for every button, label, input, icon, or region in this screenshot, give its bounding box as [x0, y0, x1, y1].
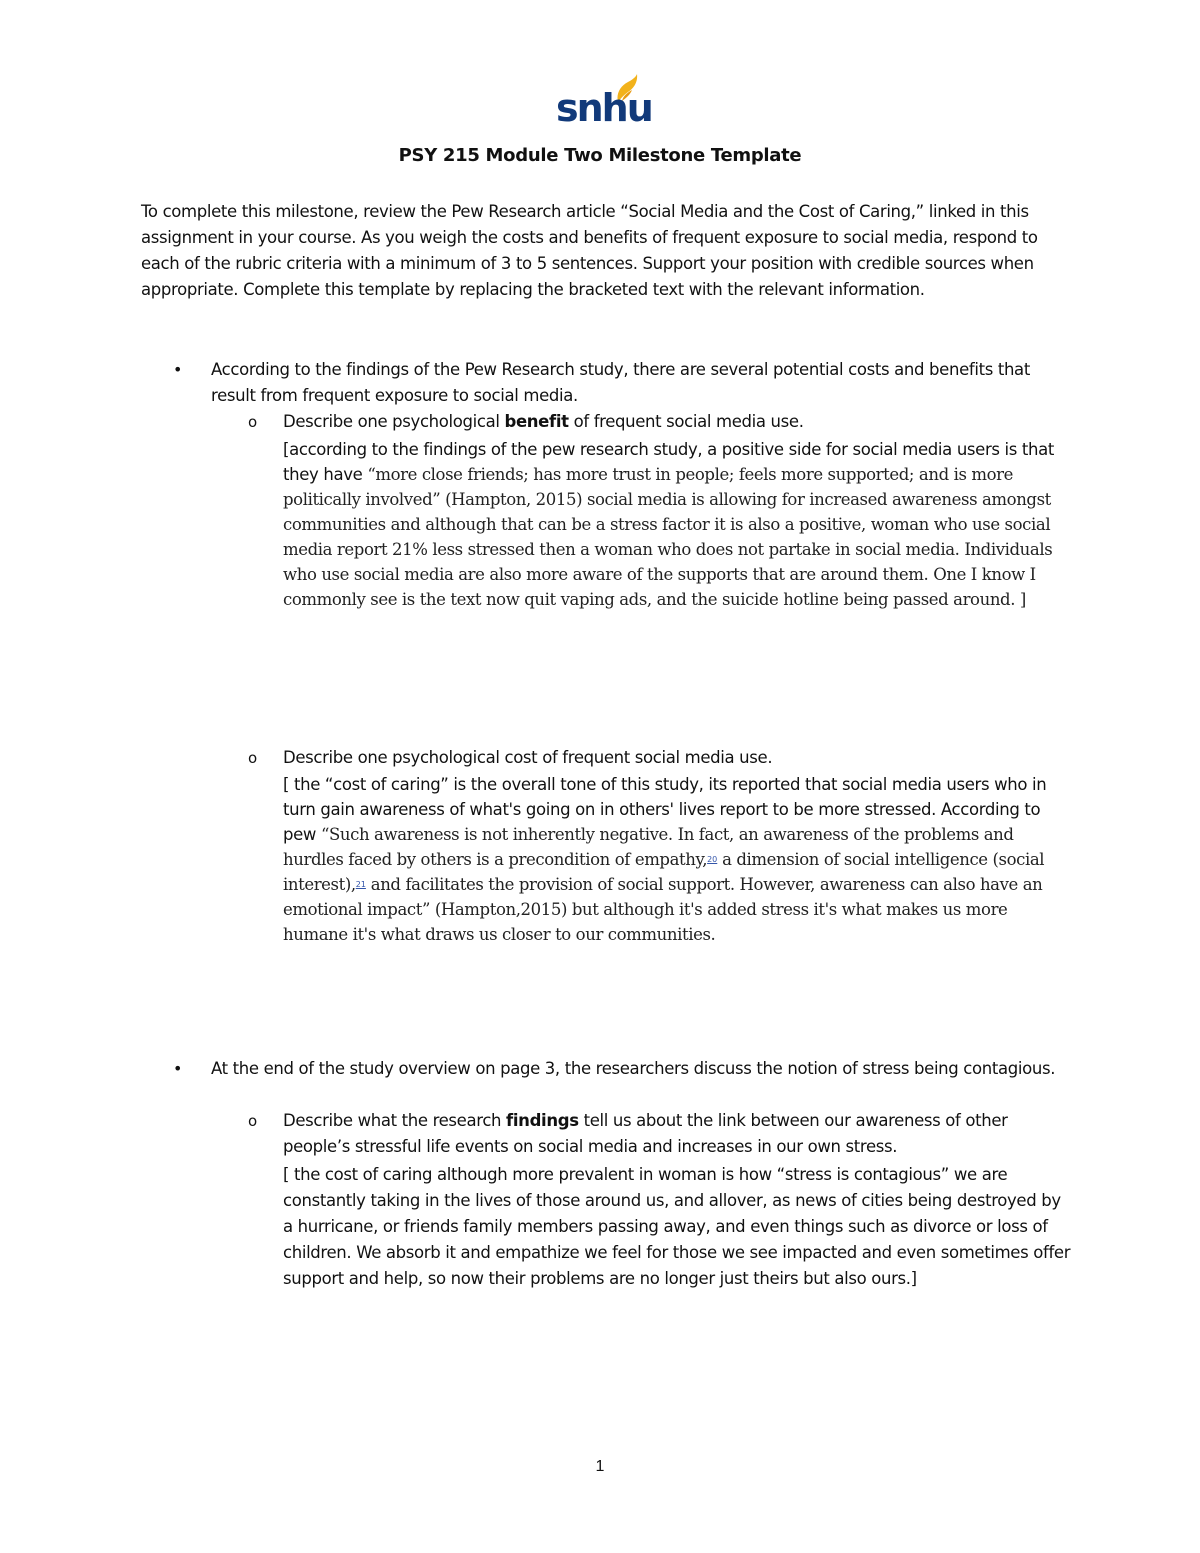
answer-quote: a dimension of social intelligence (social interest),: [283, 850, 1045, 894]
answer-text: [according to the findings of the pew research study, a positive side for social media users is that they have: [283, 440, 1055, 484]
question-text: Describe one psychological: [283, 412, 505, 431]
bullet-marker: •: [173, 360, 183, 379]
bullet-marker: •: [173, 1059, 183, 1078]
sub-bullet-marker: o: [248, 749, 258, 767]
bullet-1-text: According to the findings of the Pew Research study, there are several potential costs and benefits that result from frequent exposure to social media.: [211, 360, 1030, 405]
question-text: Describe what the research: [283, 1111, 507, 1130]
question-text: of frequent social media use.: [568, 412, 804, 431]
logo-text: snhu: [556, 86, 652, 130]
answer-benefit: [283, 437, 1073, 612]
question-benefit: [283, 409, 1063, 435]
answer-cost: [283, 772, 1073, 947]
answer-quote: and facilitates the provision of social support. However, awareness can also have an emotional impact” (Hampton,2015) but although it's added stress it's what makes us more humane it's what draws us closer to our communities.: [283, 875, 1043, 944]
question-text: tell us about the link between our awareness of other people’s stressful life events on social media and increases in our own stress.: [283, 1111, 1008, 1156]
answer-text: [ the “cost of caring” is the overall tone of this study, its reported that social media users who in turn gain awareness of what's going on in others' lives report to be more stressed. According to pew: [283, 775, 1047, 844]
question-contagious: [283, 1108, 1073, 1160]
page-title: PSY 215 Module Two Milestone Template: [398, 145, 802, 166]
question-cost: Describe one psychological cost of frequent social media use.: [283, 748, 773, 767]
snhu-logo: [556, 74, 652, 132]
answer-quote: “Such awareness is not inherently negative. In fact, an awareness of the problems and hurdles faced by others is a precondition of empathy,: [283, 825, 1014, 869]
question-keyword: findings: [506, 1111, 579, 1130]
footnote-link[interactable]: 20: [707, 855, 718, 864]
sub-bullet-marker: o: [248, 1112, 258, 1130]
intro-paragraph: To complete this milestone, review the Pew Research article “Social Media and the Cost of Caring,” linked in this assignment in your course. As you weigh the costs and benefits of frequent exposure to social media, respond to each of the rubric criteria with a minimum of 3 to 5 sentences. Support your position with credible sources when appropriate. Complete this template by replacing the bracketed text with the relevant information.: [141, 202, 1038, 299]
page-number: 1: [595, 1458, 605, 1475]
bullet-2-text: At the end of the study overview on page 3, the researchers discuss the notion of stress being contagious.: [211, 1059, 1056, 1078]
footnote-link[interactable]: 21: [355, 880, 366, 889]
answer-contagious: [ the cost of caring although more prevalent in woman is how “stress is contagious” we are constantly taking in the lives of those around us, and allover, as news of cities being destroyed by a hurricane, or friends family members passing away, and even things such as divorce or loss of children. We absorb it and empathize we feel for those we see impacted and even sometimes offer support and help, so now their problems are no longer just theirs but also ours.]: [283, 1165, 1071, 1288]
question-keyword: benefit: [504, 412, 569, 431]
answer-quote: “more close friends; has more trust in people; feels more supported; and is more politically involved” (Hampton, 2015) social media is allowing for increased awareness amongst communities and although that can be a stress factor it is also a positive, woman who use social media report 21% less stressed then a woman who does not partake in social media. Individuals who use social media are also more aware of the supports that are around them. One I know I commonly see is the text now quit vaping ads, and the suicide hotline being passed around. ]: [283, 465, 1053, 609]
sub-bullet-marker: o: [248, 413, 258, 431]
